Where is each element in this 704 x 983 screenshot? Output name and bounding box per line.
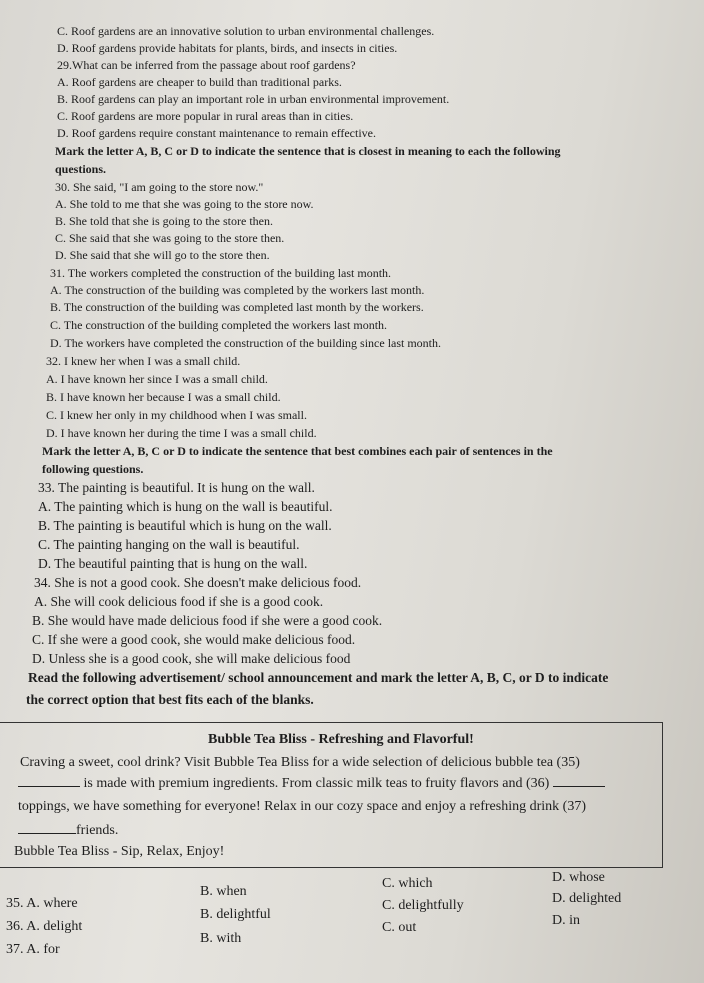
q35-option-b: B. when xyxy=(200,884,247,899)
section-instruction-3-line2: the correct option that best fits each of the blanks. xyxy=(26,692,314,707)
q32-option-d: D. I have known her during the time I was a small child. xyxy=(46,426,317,440)
q32-option-a: A. I have known her since I was a small child. xyxy=(46,372,268,386)
ad-line-4: friends. xyxy=(18,823,118,839)
q32-option-b: B. I have known her because I was a small child. xyxy=(46,390,281,404)
q30-option-b: B. She told that she is going to the store then. xyxy=(55,214,273,228)
section-instruction-2-line2: following questions. xyxy=(42,462,144,476)
section-instruction-1-line1: Mark the letter A, B, C or D to indicate the sentence that is closest in meaning to each the following xyxy=(55,144,561,158)
q36-option-b: B. delightful xyxy=(200,907,271,922)
q31-option-a: A. The construction of the building was completed by the workers last month. xyxy=(50,283,425,297)
q37-option-b: B. with xyxy=(200,931,242,946)
q34-option-d: D. Unless she is a good cook, she will make delicious food xyxy=(32,651,351,666)
ad-line-2: is made with premium ingredients. From classic milk teas to fruity flavors and (36) xyxy=(18,776,605,792)
q35-option-d: D. whose xyxy=(552,870,605,885)
q34-stem: 34. She is not a good cook. She doesn't make delicious food. xyxy=(34,575,362,590)
q31-option-c: C. The construction of the building completed the workers last month. xyxy=(50,318,388,332)
q28-option-d: D. Roof gardens provide habitats for plants, birds, and insects in cities. xyxy=(57,41,398,55)
q33-option-d: D. The beautiful painting that is hung on the wall. xyxy=(38,556,308,571)
q28-option-c: C. Roof gardens are an innovative solution to urban environmental challenges. xyxy=(57,24,435,38)
q31-option-d: D. The workers have completed the construction of the building since last month. xyxy=(50,336,442,350)
q34-option-a: A. She will cook delicious food if she is a good cook. xyxy=(34,594,324,609)
q30-option-c: C. She said that she was going to the store then. xyxy=(55,231,285,245)
q33-option-b: B. The painting is beautiful which is hung on the wall. xyxy=(38,518,332,533)
q34-option-b: B. She would have made delicious food if she were a good cook. xyxy=(32,613,383,628)
q33-option-c: C. The painting hanging on the wall is beautiful. xyxy=(38,537,300,552)
q36-option-d: D. delighted xyxy=(552,891,622,906)
advertisement-box xyxy=(0,722,663,868)
q31-stem: 31. The workers completed the construction of the building last month. xyxy=(50,266,392,280)
q35-option-c: C. which xyxy=(382,876,433,891)
q33-option-a: A. The painting which is hung on the wall is beautiful. xyxy=(38,499,333,514)
q35-option-a: 35. A. where xyxy=(6,896,78,911)
ad-title: Bubble Tea Bliss - Refreshing and Flavorful! xyxy=(208,732,474,747)
q29-option-b: B. Roof gardens can play an important role in urban environmental improvement. xyxy=(57,92,450,106)
q30-option-d: D. She said that she will go to the store then. xyxy=(55,248,270,262)
q30-option-a: A. She told to me that she was going to the store now. xyxy=(55,197,314,211)
q33-stem: 33. The painting is beautiful. It is hung on the wall. xyxy=(38,480,315,495)
ad-line-3: toppings, we have something for everyone! Relax in our cozy space and enjoy a refreshing drink (37) xyxy=(18,799,586,814)
q37-option-c: C. out xyxy=(382,920,417,935)
q31-option-b: B. The construction of the building was completed last month by the workers. xyxy=(50,300,424,314)
ad-line-5: Bubble Tea Bliss - Sip, Relax, Enjoy! xyxy=(14,844,225,859)
q32-stem: 32. I knew her when I was a small child. xyxy=(46,354,241,368)
q37-option-a: 37. A. for xyxy=(6,942,60,957)
q37-option-d: D. in xyxy=(552,913,580,928)
q29-option-c: C. Roof gardens are more popular in rural areas than in cities. xyxy=(57,109,354,123)
q36-option-a: 36. A. delight xyxy=(6,919,83,934)
q36-option-c: C. delightfully xyxy=(382,898,464,913)
section-instruction-1-line2: questions. xyxy=(55,162,107,176)
ad-line-1: Craving a sweet, cool drink? Visit Bubble Tea Bliss for a wide selection of delicious bubble tea (35) xyxy=(20,755,580,770)
q29-option-a: A. Roof gardens are cheaper to build than traditional parks. xyxy=(57,75,342,89)
q34-option-c: C. If she were a good cook, she would make delicious food. xyxy=(32,632,356,647)
q29-option-d: D. Roof gardens require constant maintenance to remain effective. xyxy=(57,126,376,140)
section-instruction-3-line1: Read the following advertisement/ school announcement and mark the letter A, B, C, or D to indicate xyxy=(28,670,609,685)
q29-stem: 29.What can be inferred from the passage about roof gardens? xyxy=(57,58,356,72)
q32-option-c: C. I knew her only in my childhood when I was small. xyxy=(46,408,307,422)
section-instruction-2-line1: Mark the letter A, B, C or D to indicate the sentence that best combines each pair of sentences in the xyxy=(42,444,553,458)
q30-stem: 30. She said, "I am going to the store now." xyxy=(55,180,264,194)
